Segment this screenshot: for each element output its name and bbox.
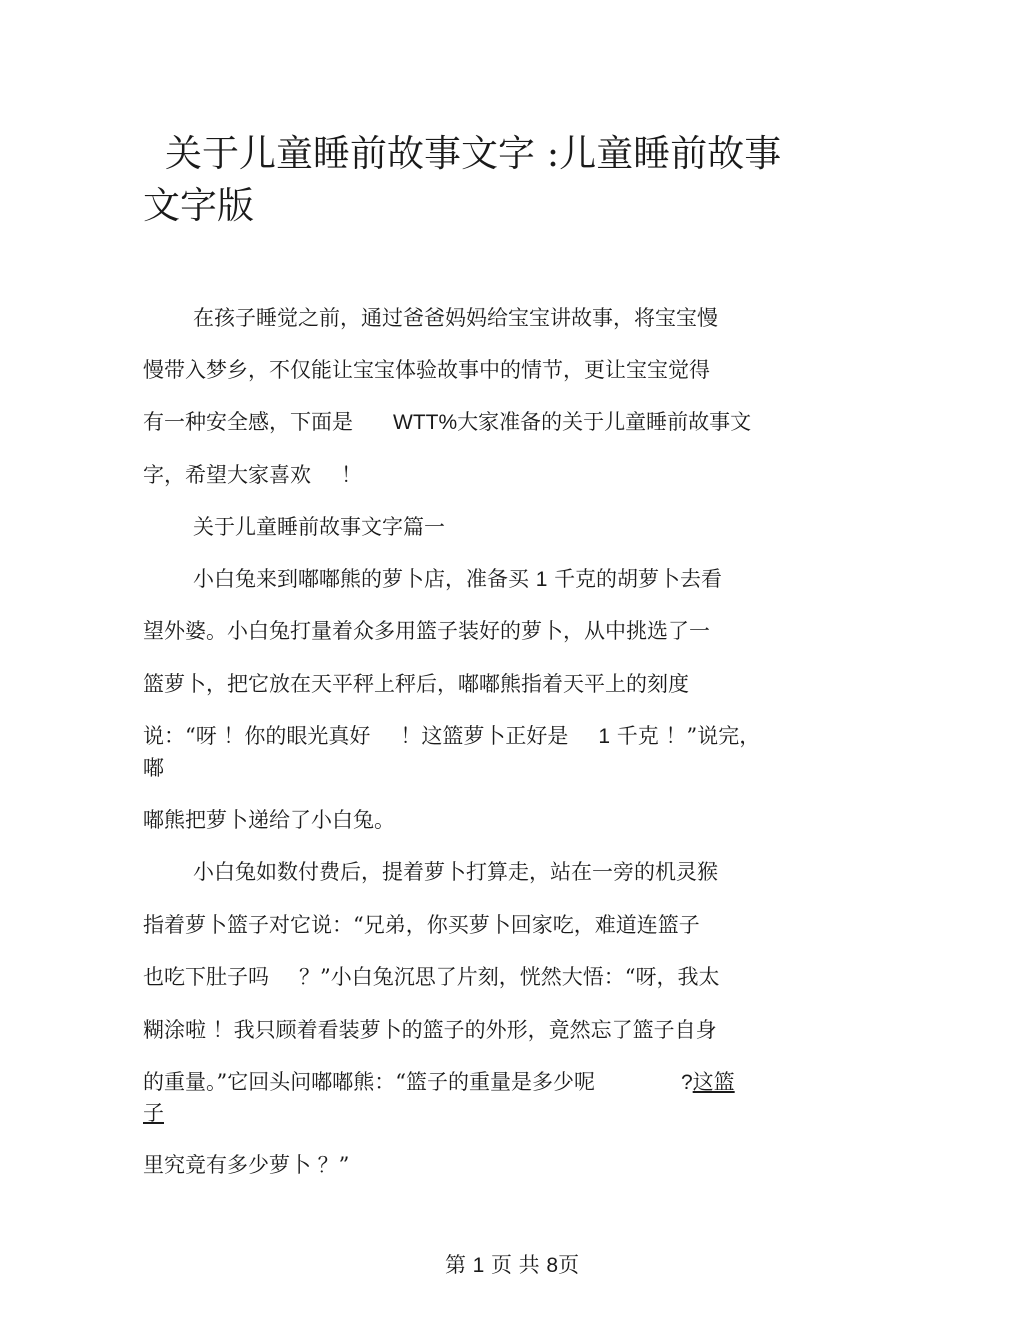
paragraph-line xyxy=(143,409,751,436)
paragraph-line: 小白兔如数付费后，提着萝卜打算走，站在一旁的机灵猴 xyxy=(193,860,718,884)
total-page-count: 8 xyxy=(546,1254,559,1277)
current-page-number: 1 xyxy=(472,1254,485,1277)
page-footer xyxy=(0,1252,1024,1279)
footer-suffix: 页 xyxy=(558,1253,580,1277)
title-line-2: 文字版 xyxy=(143,184,254,227)
text-segment: 1 xyxy=(535,568,548,591)
text-segment: 千克 ！”说完， xyxy=(616,724,761,748)
text-segment: ? xyxy=(680,1071,693,1094)
text-segment: 1 xyxy=(598,725,611,748)
text-segment: 的重量。”它回头问嘟嘟熊：“篮子的重量是多少呢 xyxy=(143,1070,595,1094)
footer-prefix: 第 xyxy=(444,1253,466,1277)
paragraph-line: 糊涂啦 ！我只顾着看装萝卜的篮子的外形，竟然忘了篮子自身 xyxy=(143,1018,717,1042)
text-segment: 大家准备的关于儿童睡前故事文 xyxy=(457,410,752,434)
paragraph-line: 篮萝卜，把它放在天平秤上秤后，嘟嘟熊指着天平上的刻度 xyxy=(143,672,689,696)
paragraph-line xyxy=(143,964,719,990)
text-segment: 千克的胡萝卜去看 xyxy=(554,567,723,591)
paragraph-line: 嘟 xyxy=(143,756,164,780)
paragraph-line: 里究竟有多少萝卜 ？” xyxy=(143,1153,350,1177)
text-segment: 字，希望大家喜欢 xyxy=(143,463,311,487)
text-segment: ？”小白兔沉思了片刻，恍然大悟：“呀，我太 xyxy=(299,965,720,989)
title-line-1: 关于儿童睡前故事文字 :儿童睡前故事 xyxy=(165,132,782,175)
text-segment: WTT% xyxy=(393,411,458,434)
text-segment: 也吃下肚子吗 xyxy=(143,965,269,989)
document-title xyxy=(143,128,863,232)
text-segment: ！ xyxy=(341,463,362,487)
paragraph-line xyxy=(193,566,722,593)
text-segment: 小白兔来到嘟嘟熊的萝卜店，准备买 xyxy=(193,567,529,591)
footer-mid: 页 共 xyxy=(491,1253,540,1277)
paragraph-line: 望外婆。小白兔打量着众多用篮子装好的萝卜，从中挑选了一 xyxy=(143,619,710,643)
paragraph-line: 嘟熊把萝卜递给了小白兔。 xyxy=(143,808,395,832)
paragraph-line xyxy=(143,462,362,488)
text-segment: 这篮 xyxy=(692,1070,735,1094)
text-segment: 有一种安全感，下面是 xyxy=(143,410,353,434)
text-segment: 说：“呀 ！你的眼光真好 xyxy=(143,724,371,748)
paragraph-line: 慢带入梦乡，不仅能让宝宝体验故事中的情节，更让宝宝觉得 xyxy=(143,358,710,382)
text-segment: ！这篮萝卜正好是 xyxy=(400,724,569,748)
paragraph-line: 在孩子睡觉之前，通过爸爸妈妈给宝宝讲故事，将宝宝慢 xyxy=(193,306,718,330)
paragraph-line: 子 xyxy=(143,1101,164,1125)
paragraph-line: 指着萝卜篮子对它说：“兄弟，你买萝卜回家吃，难道连篮子 xyxy=(143,913,700,937)
section-heading: 关于儿童睡前故事文字篇一 xyxy=(193,515,445,539)
paragraph-line xyxy=(143,723,760,750)
paragraph-line xyxy=(143,1069,735,1096)
